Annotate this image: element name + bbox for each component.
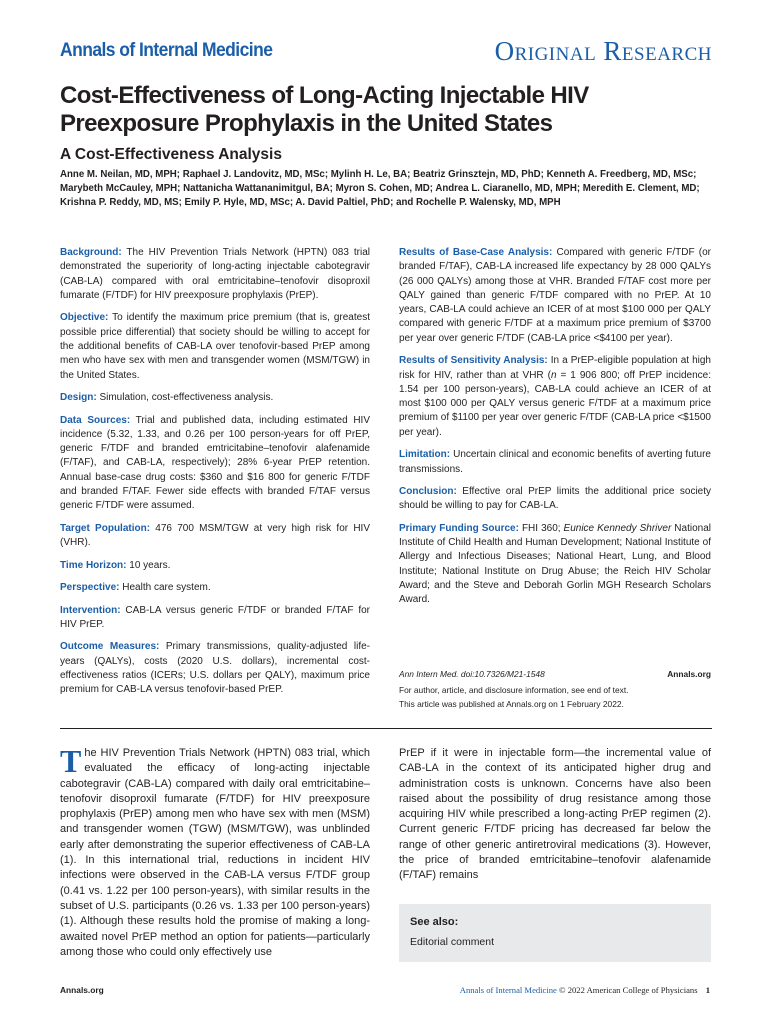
editorial-comment-link[interactable]: Editorial comment	[410, 936, 495, 948]
text-funding-a: FHI 360;	[518, 522, 564, 534]
abstract-limitation	[399, 448, 711, 477]
text-data-sources: Trial and published data, including estimated HIV incidence (5.32, 1.33, and 0.26 per 100 person-years for off PrEP, generic F/TDF and branded emtricitabine–tenofovir alafenamide (F/TAF), and CAB-LA, respectively); 28% 6-year PrEP retention. Annual base-case drug costs: $360 and $16 800 for generic F/TDF and branded F/TAF. Fewer side effects with branded F/TAF versus generic F/TDF were assumed.	[60, 414, 371, 512]
abstract-data-sources	[60, 414, 370, 514]
article-title: Cost-Effectiveness of Long-Acting Injectable HIV Preexposure Prophylaxis in the United States	[60, 82, 589, 137]
published-note: This article was published at Annals.org on 1 February 2022.	[399, 699, 624, 709]
footer-journal: Annals of Internal Medicine	[459, 985, 557, 995]
body-right-column: PrEP if it were in injectable form—the incremental value of CAB-LA in the context of its anticipated higher drug and administration costs is unknown. Concerns have also been raised about the possibility of drug resistance among those acquiring HIV while prescribed a long-acting PrEP regimen (2). Current generic F/TDF pricing has decreased far below the range of other generic antiretroviral medications (3). However, the price of branded emtricitabine–tenofovir alafenamide (F/TAF) remains	[399, 747, 711, 882]
journal-name: Annals of Internal Medicine	[60, 40, 273, 61]
label-design: Design:	[60, 392, 97, 404]
footer-copyright: © 2022 American College of Physicians	[559, 985, 698, 995]
footer-site[interactable]: Annals.org	[60, 985, 104, 995]
article-subtitle: A Cost-Effectiveness Analysis	[60, 146, 282, 163]
section-label: Original Research	[494, 36, 712, 66]
abstract-right-column	[399, 246, 711, 616]
page-number: 1	[705, 985, 710, 995]
abstract-perspective	[60, 581, 370, 595]
abstract-design	[60, 391, 370, 405]
see-also-title: See also:	[410, 916, 459, 928]
label-objective: Objective:	[60, 312, 109, 324]
abstract-target-population	[60, 522, 370, 551]
disclosure-note: For author, article, and disclosure information, see end of text.	[399, 685, 629, 695]
footer-right	[460, 985, 710, 995]
abstract-funding	[399, 522, 711, 608]
text-outcome-measures: Primary transmissions, quality-adjusted life-years (QALYs), costs (2020 U.S. dollars), incremental cost-effectiveness ratios (ICERs; U.S. dollars per QALY), maximum price premium for CAB-LA versus tenofovir-based PrEP.	[60, 641, 370, 696]
abstract-intervention	[60, 604, 370, 633]
citation-row	[399, 669, 711, 679]
text-perspective: Health care system.	[119, 582, 211, 594]
abstract-left-column	[60, 246, 370, 706]
label-background: Background:	[60, 247, 122, 258]
article-notes	[399, 683, 711, 711]
text-funding-italic: Eunice Kennedy Shriver	[563, 522, 672, 534]
abstract-objective	[60, 311, 370, 382]
label-time-horizon: Time Horizon:	[60, 559, 127, 571]
abstract-conclusion	[399, 485, 711, 514]
label-target-population: Target Population:	[60, 522, 151, 534]
text-sensitivity-b: = 1 906 800; off PrEP incidence: 1.54 per 100 person-years), CAB-LA could achieve an ICER of at most $100 000 per QALY versus generic F/TDF at a maximum price premium of $1100 per year over generic F/TDF (CAB-LA price <$1500 per year).	[399, 369, 711, 438]
text-design: Simulation, cost-effectiveness analysis.	[96, 392, 274, 404]
abstract-time-horizon	[60, 559, 370, 573]
text-target-population: 476 700 MSM/TGW at very high risk for HIV (VHR).	[60, 522, 370, 549]
text-sensitivity-a: In a PrEP-eligible population at high risk for HIV, rather than at VHR (	[399, 355, 711, 381]
text-background: The HIV Prevention Trials Network (HPTN) 083 trial demonstrated the superiority of long-acting injectable cabotegravir (CAB-LA) compared with oral emtricitabine–tenofovir disoproxil fumarate (F/TDF) for HIV preexposure prophylaxis (PrEP).	[60, 247, 370, 301]
text-funding-b: National Institute of Child Health and Human Development; National Institute of Allergy and Infectious Diseases; National Heart, Lung, and Blood Institute; National Institute on Drug Abuse; the Reich HIV Scholar Award; and the Steve and Deborah Gorlin MGH Research Scholars Award.	[399, 522, 711, 606]
label-base-case: Results of Base-Case Analysis:	[399, 247, 553, 258]
drop-cap: T	[60, 743, 82, 779]
see-also-box	[399, 904, 711, 962]
label-funding: Primary Funding Source:	[399, 522, 519, 534]
author-list: Anne M. Neilan, MD, MPH; Raphael J. Landovitz, MD, MSc; Mylinh H. Le, BA; Beatriz Grinsztejn, MD, PhD; Kenneth A. Freedberg, MD, MSc; Marybeth McCauley, MPH; Nattanicha Wattananimitgul, BA; Myron S. Cohen, MD; Andrea L. Ciaranello, MD, MPH; Meredith E. Clement, MD; Krishna P. Reddy, MD, MS; Emily P. Hyle, MD, MSc; A. David Paltiel, PhD; and Rochelle P. Walensky, MD, MPH	[60, 169, 700, 209]
body-intro-text: he HIV Prevention Trials Network (HPTN) 083 trial, which evaluated the efficacy of long-acting injectable cabotegravir (CAB-LA) compared with daily oral emtricitabine–tenofovir disoproxil fumarate (F/TDF) for HIV preexposure prophylaxis (PrEP) among men who have sex with men (MSM) and transgender women (TGW) (MSM/TGW), was unblinded early after demonstrating the superior effectiveness of CAB-LA (1). In this international trial, reductions in incident HIV infections were observed in the CAB-LA versus F/TDF group (0.41 vs. 1.22 per 100 person-years), with similar results in the subset of U.S. participants (0.26 vs. 1.33 per 100 person-years) (1). Although these results hold the promise of making a long-awaited novel PrEP method an option for patients—particularly among those who could only effectively use	[60, 747, 370, 958]
text-objective: To identify the maximum price premium (that is, greatest possible price differential) that society should be willing to accept for the additional benefits of CAB-LA over tenofovir-based PrEP among men who have sex with men and transgender women (MSM/TGW) in the United States.	[60, 312, 370, 381]
label-conclusion: Conclusion:	[399, 486, 457, 498]
label-perspective: Perspective:	[60, 582, 120, 594]
label-intervention: Intervention:	[60, 604, 121, 616]
citation-reference: Ann Intern Med. doi:10.7326/M21-1548	[399, 669, 545, 679]
label-data-sources: Data Sources:	[60, 414, 131, 426]
body-left-column	[60, 743, 370, 960]
label-outcome-measures: Outcome Measures:	[60, 641, 160, 653]
text-time-horizon: 10 years.	[126, 559, 171, 571]
section-divider	[60, 728, 712, 729]
text-base-case: Compared with generic F/TDF (or branded F/TAF), CAB-LA increased life expectancy by 28 000 QALYs (26 000 QALYs) among those at VHR. Branded F/TAF cost more per QALY gained than generic F/TDF compared with no PrEP. At 10 years, CAB-LA could achieve an ICER of at most $100 000 per QALY compared with generic F/TDF at a maximum price premium of $3700 per year over generic F/TDF (CAB-LA price <$4100 per year).	[399, 247, 711, 344]
text-conclusion: Effective oral PrEP limits the additional price society should be willing to pay for CAB-LA.	[399, 486, 711, 512]
abstract-background	[60, 246, 370, 303]
annals-site-link[interactable]: Annals.org	[667, 669, 711, 679]
label-limitation: Limitation:	[399, 449, 451, 461]
abstract-outcome-measures	[60, 640, 370, 697]
abstract-base-case	[399, 246, 711, 346]
text-limitation: Uncertain clinical and economic benefits of averting future transmissions.	[399, 449, 711, 475]
text-sensitivity-n: n	[550, 369, 557, 381]
label-sensitivity: Results of Sensitivity Analysis:	[399, 355, 548, 367]
text-intervention: CAB-LA versus generic F/TDF or branded F/TAF for HIV PrEP.	[60, 604, 370, 630]
abstract-sensitivity	[399, 354, 711, 440]
